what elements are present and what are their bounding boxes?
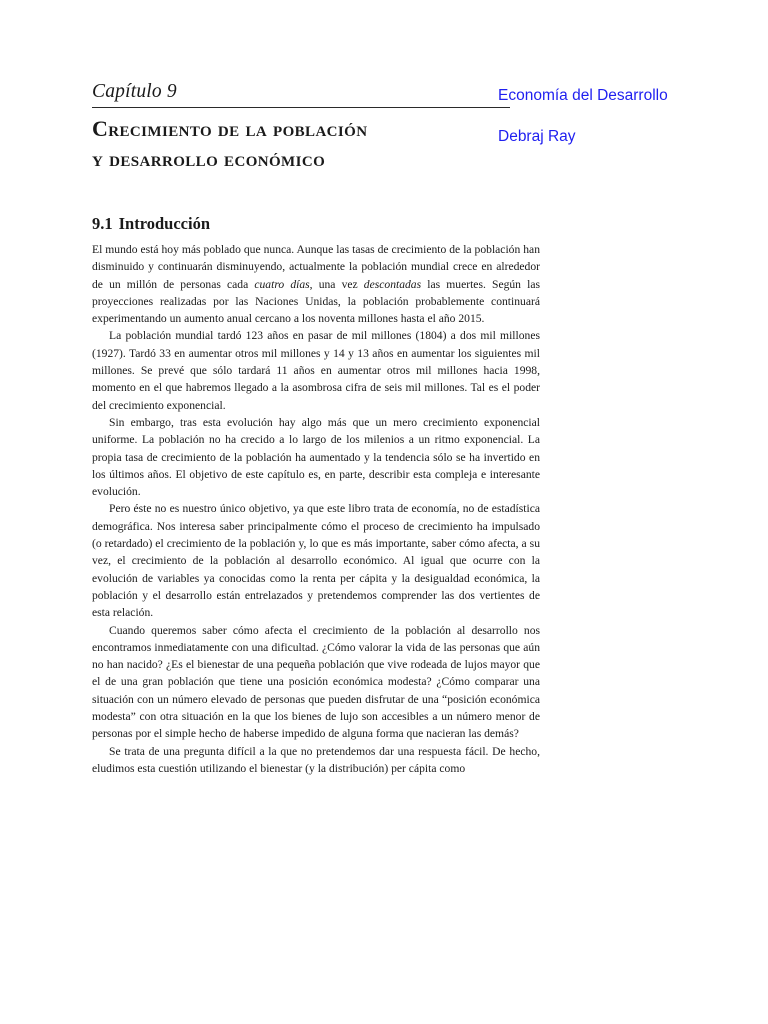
- chapter-rule: [92, 107, 510, 108]
- paragraph-2: La población mundial tardó 123 años en pasar de mil millones (1804) a dos mil millones (1927). Tardó 33 en aumentar otros mil millones y 14 y 13 años en aumentar los siguientes mil millones. Se prevé que sólo tardará 11 años en aumentar otros mil millones hacia 1998, momento en el que habremos llegado a la asombrosa cifra de seis mil millones. Tal es el poder del crecimiento exponencial.: [92, 329, 540, 412]
- chapter-title-line1: Crecimiento de la población: [92, 116, 368, 141]
- paragraph-1-text-a: El mundo está hoy más poblado que nunca. Aunque las tasas de crecimiento de la población han disminuido y continuarán disminuyendo, actualmente la población mundial crece en alrededor de un millón de personas cada: [92, 243, 540, 291]
- paragraph-6: Se trata de una pregunta difícil a la que no pretendemos dar una respuesta fácil. De hecho, eludimos esta cuestión utilizando el bienestar (y la distribución) per cápita como: [92, 744, 540, 775]
- paragraph-1-text-b: , una vez: [309, 277, 364, 291]
- paragraph-4: Pero éste no es nuestro único objetivo, ya que este libro trata de economía, no de estadística demográfica. Nos interesa saber principalmente cómo el proceso de crecimiento ha impulsado (o retardado) el crecimiento de la población y, lo que es más importante, saber cómo afecta, a su vez, el crecimiento de la población al desarrollo económico. Al igual que ocurre con la evolución de variables ya conocidas como la renta per cápita y la desigualdad económica, la población y el desarrollo están entrelazados y pretendemos comprender las dos vertientes de esta relación.: [92, 502, 540, 620]
- section-title: Introducción: [118, 214, 211, 233]
- section-number: 9.1: [92, 214, 113, 233]
- paragraph-1: [92, 241, 540, 327]
- paragraph-1-emphasis-a: cuatro días: [254, 277, 310, 291]
- chapter-title-line2: y desarrollo económico: [92, 146, 326, 171]
- paragraph-1-emphasis-b: descontadas: [363, 277, 422, 291]
- body-text: [92, 241, 540, 777]
- section-heading: [92, 216, 210, 233]
- chapter-title: [92, 114, 367, 174]
- chapter-label: Capítulo 9: [92, 81, 177, 102]
- paragraph-5: Cuando queremos saber cómo afecta el crecimiento de la población al desarrollo nos encontramos inmediatamente con una dificultad. ¿Cómo valorar la vida de las personas que aún no han nacido? ¿Es el bienestar de una pequeña población que vive rodeada de lujos mayor que el de una gran población que tiene una posición económica modesta? ¿Cómo comparar una situación con un número elevado de personas que pueden disfrutar de una “posición económica modesta” con otra situación en la que los bienes de lujo son accesibles a un número menor de personas por el simple hecho de haberse impedido de alguna forma que nacieran las demás?: [92, 623, 540, 741]
- book-title-annotation: Economía del Desarrollo: [498, 87, 668, 104]
- paragraph-1-text-c: las muertes. Según las proyecciones realizadas por las Naciones Unidas, la población probablemente continuará experimentando un aumento anual cercano a los noventa millones hasta el año 2015.: [92, 277, 540, 326]
- paragraph-3: Sin embargo, tras esta evolución hay algo más que un mero crecimiento exponencial uniforme. La población no ha crecido a lo largo de los milenios a un ritmo exponencial. La propia tasa de crecimiento de la población ha aumentado y la tendencia sólo se ha invertido en los últimos años. El objetivo de este capítulo es, en parte, describir esta compleja e interesante evolución.: [92, 415, 540, 499]
- author-annotation: Debraj Ray: [498, 128, 576, 145]
